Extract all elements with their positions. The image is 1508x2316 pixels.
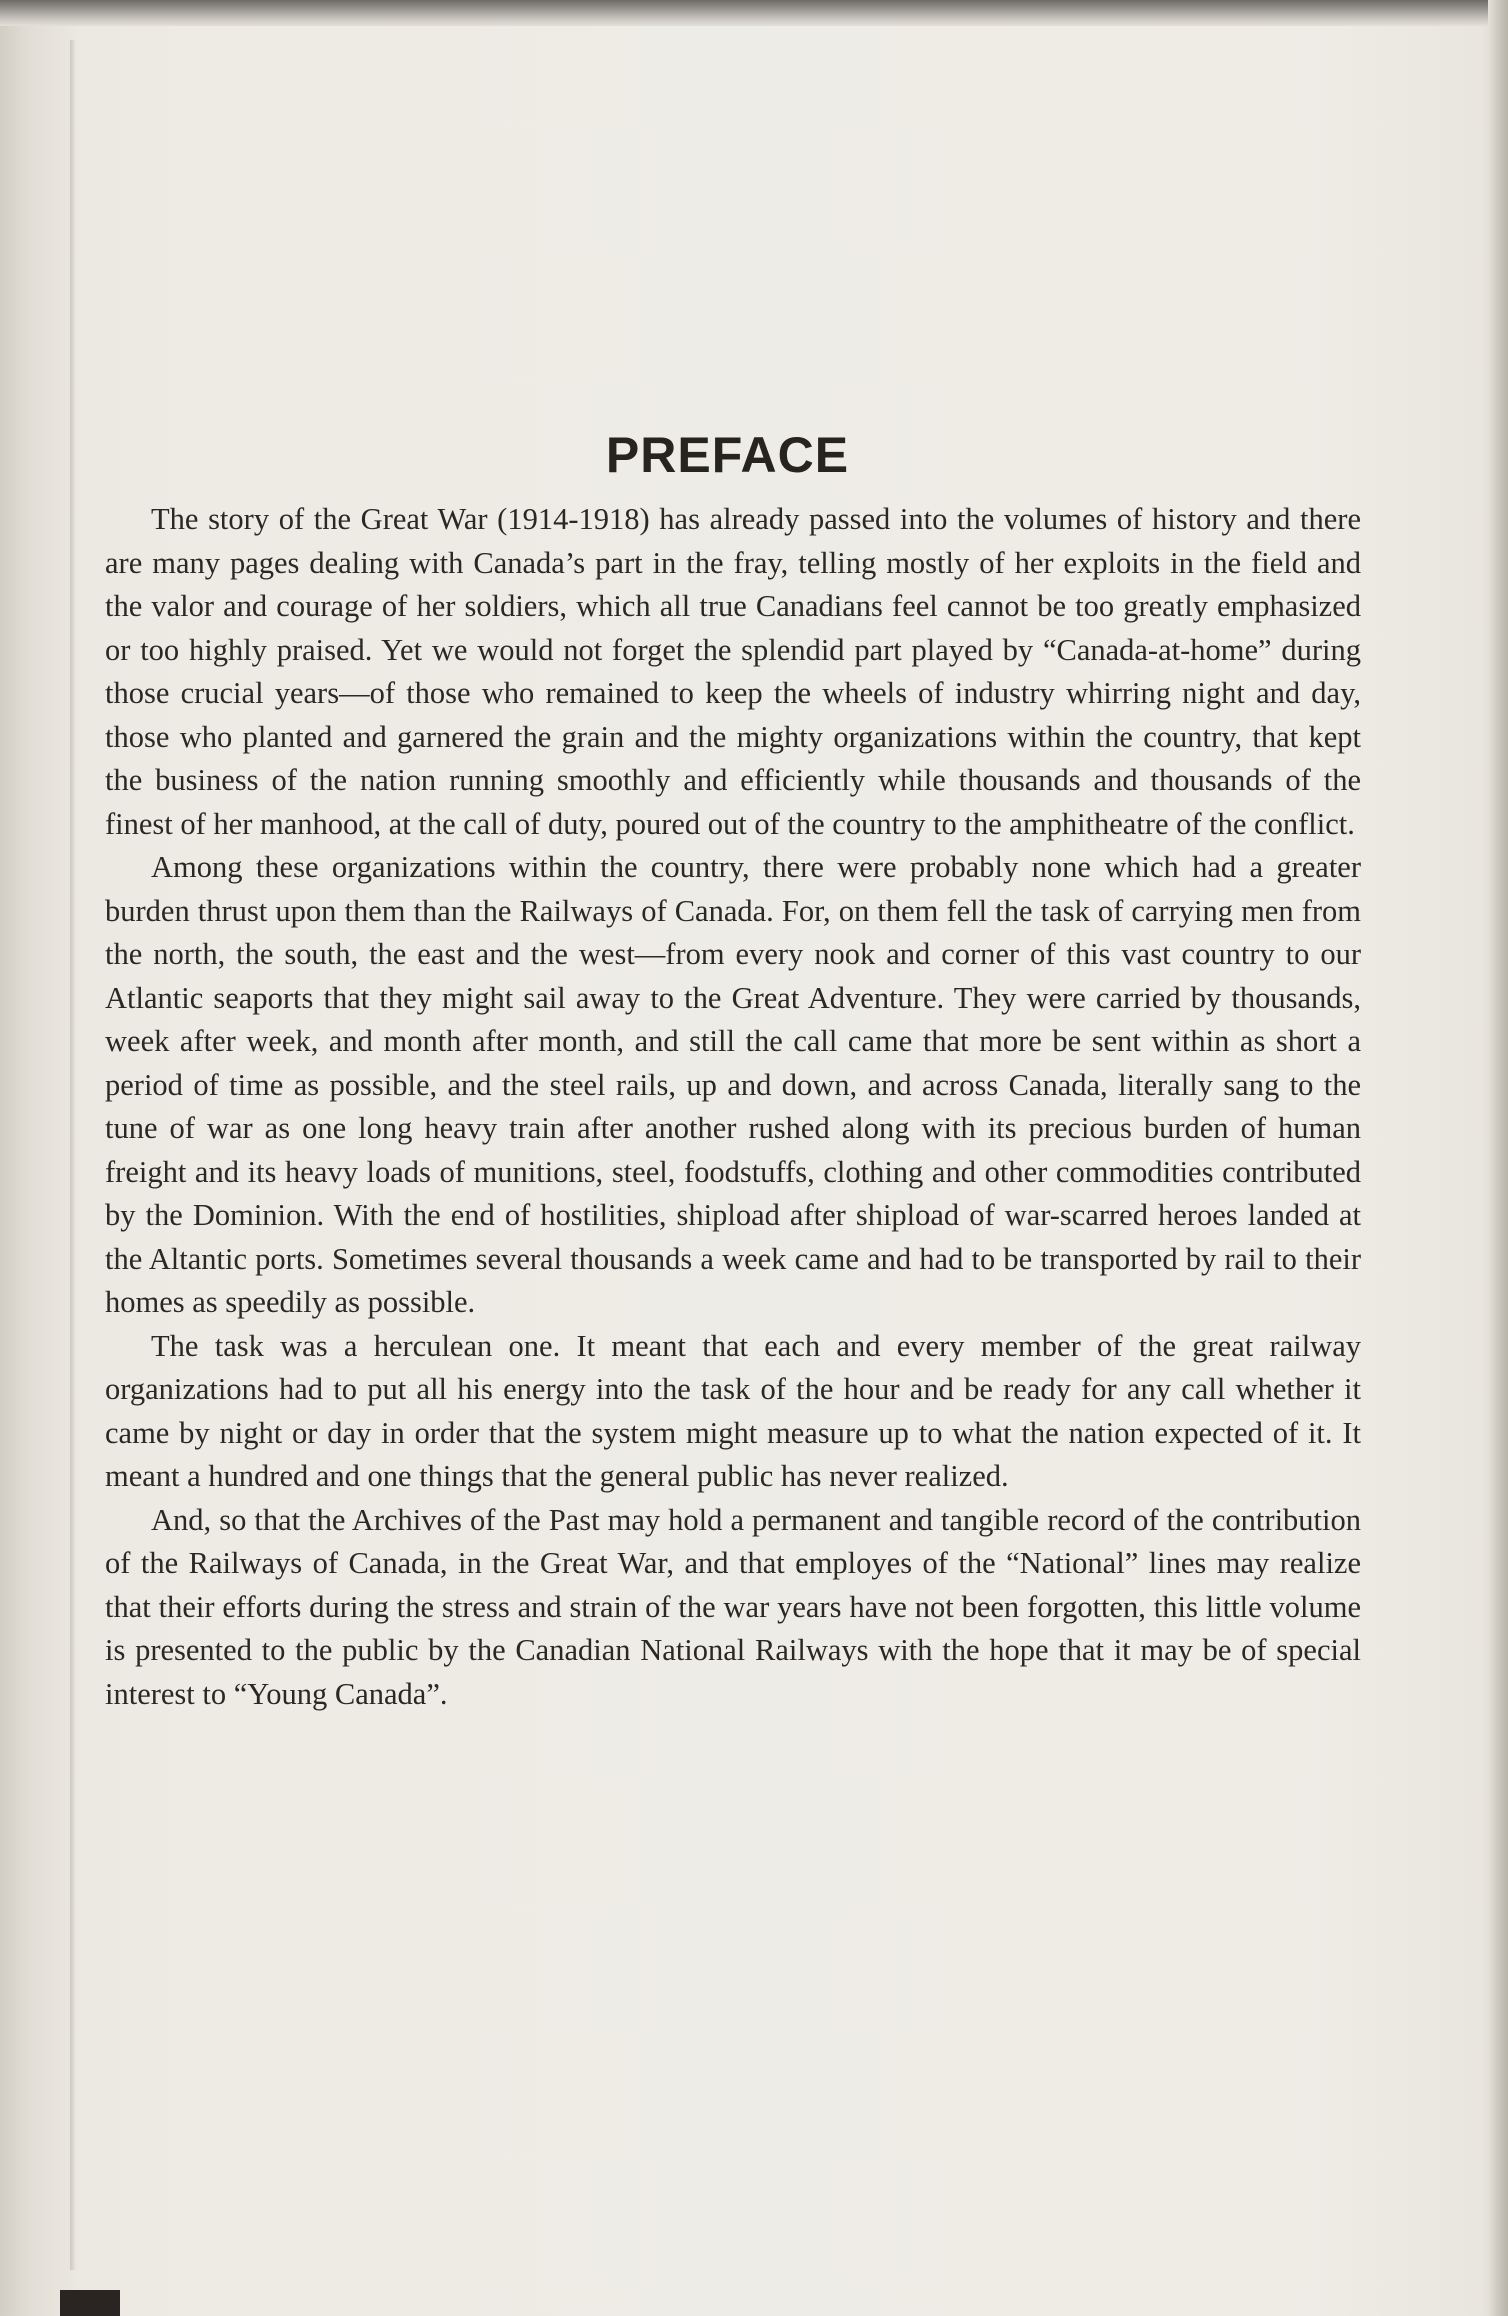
page-top-edge xyxy=(0,0,1508,26)
paragraph-1: The story of the Great War (1914-1918) has already passed into the volumes of history and there are many pages dealing with Canada’s part in the fray, telling mostly of her exploits in the field and the valor and courage of her soldiers, which all true Canadians feel cannot be too greatly emphasized or too highly praised. Yet we would not forget the splendid part played by “Canada-at-home” during those crucial years—of those who remained to keep the wheels of industry whirring night and day, those who planted and garnered the grain and the mighty organizations within the country, that kept the business of the nation running smoothly and efficiently while thousands and thousands of the finest of her manhood, at the call of duty, poured out of the country to the amphitheatre of the conflict. xyxy=(105,502,1361,841)
preface-text xyxy=(105,498,1361,1716)
gutter-shadow xyxy=(70,40,76,2270)
page-right-edge xyxy=(1488,0,1508,2316)
binding-mark xyxy=(60,2290,120,2316)
page-title: PREFACE xyxy=(605,426,850,483)
page-gutter xyxy=(0,0,78,2316)
paragraph-3: The task was a herculean one. It meant that each and every member of the great railway organizations had to put all his energy into the task of the hour and be ready for any call whether it came by night or day in order that the system might measure up to what the nation expected of it. It meant a hundred and one things that the general public has never realized. xyxy=(105,1328,1361,1493)
paragraph-4: And, so that the Archives of the Past may hold a permanent and tangible record of the contribution of the Railways of Canada, in the Great War, and that employes of the “National” lines may realize that their efforts during the stress and strain of the war years have not been forgotten, this little volume is presented to the public by the Canadian National Railways with the hope that it may be of special interest to “Young Canada”. xyxy=(105,1502,1361,1711)
paragraph-2: Among these organizations within the country, there were probably none which had a greater burden thrust upon them than the Railways of Canada. For, on them fell the task of carrying men from the north, the south, the east and the west—from every nook and corner of this vast country to our Atlantic seaports that they might sail away to the Great Adventure. They were carried by thousands, week after week, and month after month, and still the call came that more be sent within as short a period of time as possible, and the steel rails, up and down, and across Canada, literally sang to the tune of war as one long heavy train after another rushed along with its precious burden of human freight and its heavy loads of munitions, steel, foodstuffs, clothing and other commodities contributed by the Dominion. With the end of hostilities, shipload after shipload of war-scarred heroes landed at the Altantic ports. Sometimes several thousands a week came and had to be transported by rail to their homes as speedily as possible. xyxy=(105,850,1361,1319)
